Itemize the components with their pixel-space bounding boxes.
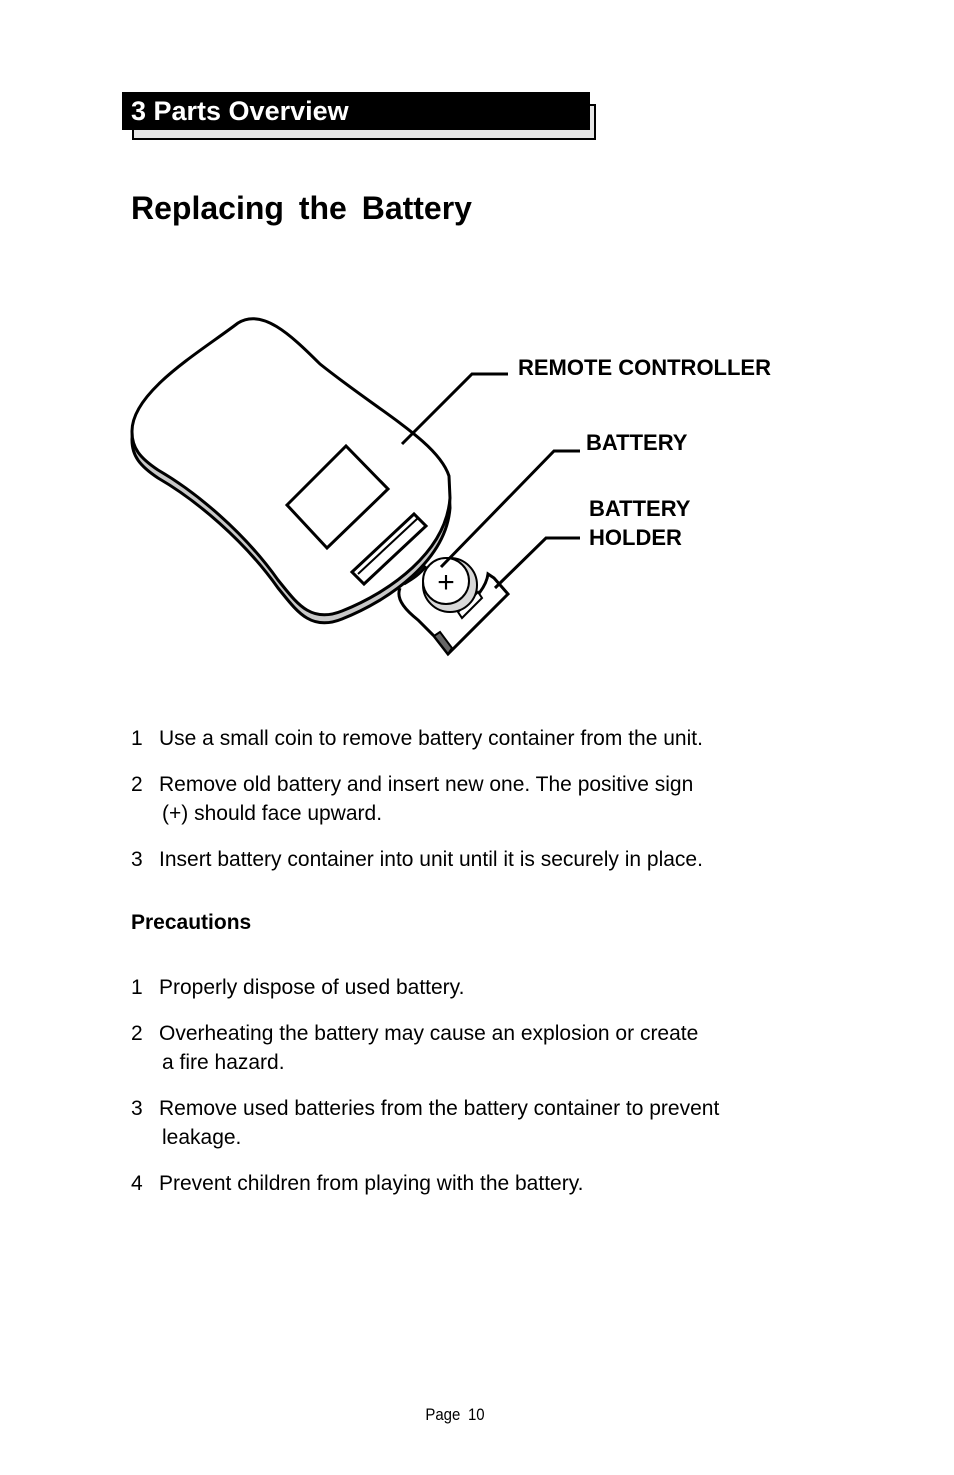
label-battery: BATTERY: [586, 430, 688, 455]
precautions-heading: Precautions: [131, 911, 252, 934]
precaution-text: [159, 1094, 799, 1152]
section-label: 3 Parts Overview: [131, 96, 349, 126]
label-remote-controller: REMOTE CONTROLLER: [518, 355, 771, 380]
step-number: 1: [131, 727, 143, 750]
step-text-line1: Remove old battery and insert new one. The positive sign: [159, 773, 694, 796]
page-title: Replacing the Battery: [131, 190, 472, 226]
list-item: [131, 1169, 799, 1198]
list-item: [131, 1019, 799, 1077]
label-battery-holder-line2: HOLDER: [589, 525, 682, 550]
list-item: [131, 973, 799, 1002]
precaution-text-line1: Properly dispose of used battery.: [159, 976, 465, 999]
list-item: [131, 845, 799, 874]
battery-coin-icon: [423, 558, 477, 612]
list-item: [131, 1094, 799, 1152]
step-text-line1: Use a small coin to remove battery container from the unit.: [159, 727, 703, 750]
precaution-text-line1: Overheating the battery may cause an explosion or create: [159, 1022, 699, 1045]
replacement-steps: [131, 724, 799, 891]
precaution-text: [159, 1169, 799, 1198]
remote-controller-body: [132, 319, 450, 615]
label-battery-holder-line1: BATTERY: [589, 496, 691, 521]
step-text: [159, 724, 799, 753]
precautions-list: [131, 973, 799, 1215]
page-number: Page 10: [425, 1405, 485, 1424]
step-number: 2: [131, 773, 143, 796]
step-text: [159, 770, 799, 828]
step-number: 3: [131, 848, 143, 871]
step-text: [159, 845, 799, 874]
step-text-line1: Insert battery container into unit until it is securely in place.: [159, 848, 703, 871]
precaution-text: [159, 973, 799, 1002]
precaution-text-line2: leakage.: [162, 1126, 242, 1149]
precaution-text-line1: Prevent children from playing with the battery.: [159, 1172, 584, 1195]
battery-plus-sign: +: [437, 566, 455, 599]
remote-controller-leader: [402, 374, 508, 444]
precaution-text-line2: a fire hazard.: [162, 1051, 285, 1074]
battery-holder-leader: [495, 538, 580, 588]
precaution-text: [159, 1019, 799, 1077]
precaution-number: 1: [131, 976, 143, 999]
step-text-line2: (+) should face upward.: [162, 802, 383, 825]
list-item: [131, 724, 799, 753]
precaution-number: 3: [131, 1097, 143, 1120]
precaution-text-line1: Remove used batteries from the battery container to prevent: [159, 1097, 720, 1120]
list-item: [131, 770, 799, 828]
precaution-number: 2: [131, 1022, 143, 1045]
precaution-number: 4: [131, 1172, 143, 1195]
battery-leader: [441, 451, 580, 567]
battery-replacement-diagram: [0, 0, 954, 700]
